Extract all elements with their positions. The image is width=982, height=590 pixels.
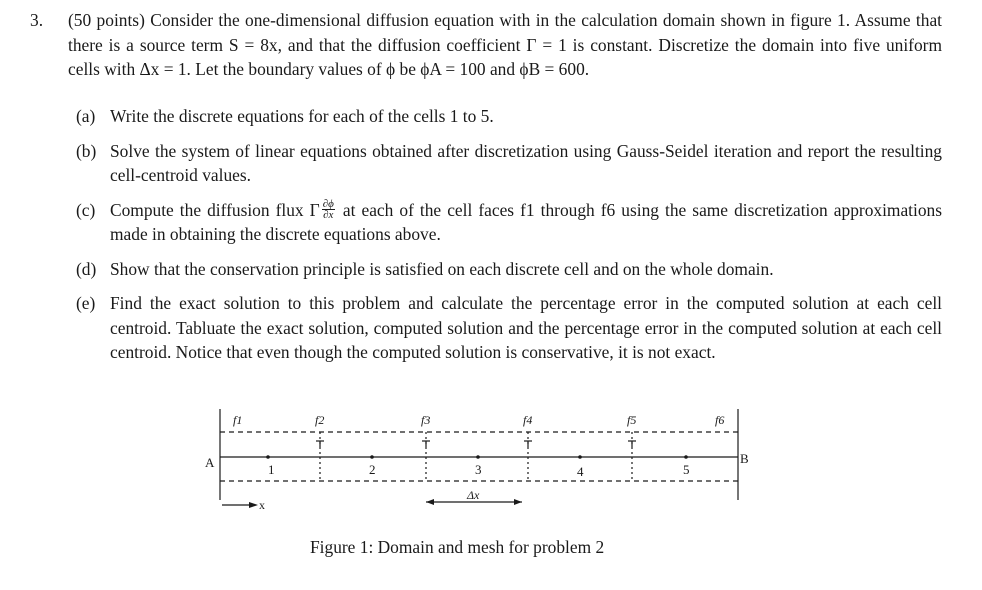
frac-denominator: ∂x (323, 209, 334, 221)
part-text: Solve the system of linear equations obtained after discretization using Gauss-Seidel iteration and report the resulting cell-centroid values. (110, 140, 942, 185)
face-label-f2: f2 (315, 413, 325, 427)
part-text-before: Compute the diffusion flux Γ (110, 199, 320, 220)
cell-centroid-2 (370, 455, 374, 459)
cell-centroid-5 (684, 455, 688, 459)
x-axis-label: x (259, 498, 265, 512)
cell-label-5: 5 (683, 462, 690, 477)
face-label-f6: f6 (715, 413, 725, 427)
problem-intro: (50 points) Consider the one-dimensional diffusion equation with in the calculation domain shown in figure 1. Assume that there is a source term S = 8x, and that the diffusion coefficient Γ = 1 is constant. Discretize the domain into five uniform cells with Δx = 1. Let the boundary values of ϕ be ϕA = 100 and ϕB = 600. (68, 10, 942, 79)
cell-label-4: 4 (577, 464, 584, 479)
part-text-after: at each of the cell faces f1 through f6 using the same discretization approximations made in obtaining the discrete equations above. (110, 199, 942, 244)
boundary-label-a: A (205, 455, 215, 470)
problem-number: 3. (30, 10, 44, 30)
cell-centroid-3 (476, 455, 480, 459)
dx-arrow-right-head (514, 499, 522, 505)
part-label: (a) (76, 106, 96, 126)
face-label-f5: f5 (627, 413, 637, 427)
frac-numerator: ∂ϕ (322, 198, 334, 210)
part-label: (c) (76, 199, 96, 220)
dx-label: Δx (467, 488, 480, 502)
part-text: Find the exact solution to this problem and calculate the percentage error in the computed solution at each cell centroid. Tabluate the exact solution, computed solution and the percentage error in the computed solution at each cell centroid. Notice that even though the computed solution is conservative, it is not exact. (110, 293, 942, 362)
x-axis-arrow-head (249, 502, 258, 508)
part-label: (e) (76, 293, 96, 313)
cell-label-1: 1 (268, 462, 275, 477)
face-label-f4: f4 (523, 413, 533, 427)
cell-label-2: 2 (369, 462, 376, 477)
part-text: Write the discrete equations for each of the cells 1 to 5. (110, 106, 494, 126)
part-text: Show that the conservation principle is satisfied on each discrete cell and on the whole domain. (110, 258, 774, 279)
part-label: (b) (76, 140, 97, 161)
cell-label-3: 3 (475, 462, 482, 477)
cell-centroid-1 (266, 455, 270, 459)
dx-arrow-left-head (426, 499, 434, 505)
face-label-f1: f1 (233, 413, 243, 427)
face-label-f3: f3 (421, 413, 431, 427)
figure-caption: Figure 1: Domain and mesh for problem 2 (310, 537, 605, 557)
boundary-label-b: B (740, 451, 749, 466)
part-label: (d) (76, 258, 97, 279)
cell-centroid-4 (578, 455, 582, 459)
